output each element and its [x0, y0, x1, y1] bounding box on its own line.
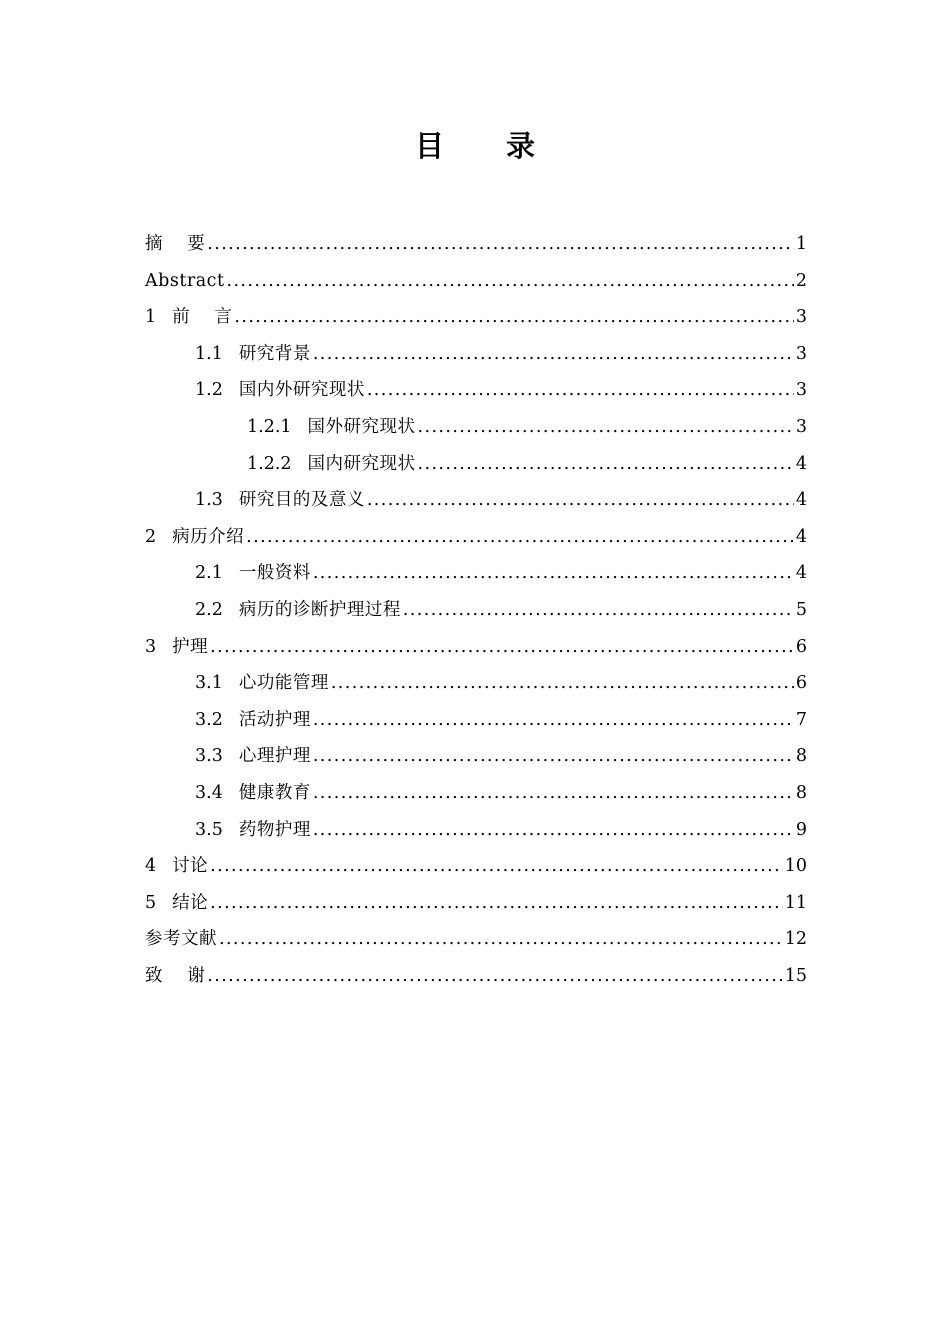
- toc-entry-title: 健康教育: [238, 782, 311, 803]
- dot-leader: [246, 519, 794, 556]
- toc-entry-page-number: 12: [784, 929, 807, 950]
- toc-entry-number: 2.2: [195, 599, 223, 620]
- dot-leader: [313, 555, 794, 592]
- toc-entry-page-number: 3: [795, 307, 807, 328]
- toc-entry-title: 致 谢: [145, 965, 206, 986]
- toc-entry-number: 1.2.1: [247, 416, 292, 437]
- toc-entry-page-number: 6: [795, 673, 807, 694]
- toc-entry-page-number: 8: [795, 746, 807, 767]
- toc-entry-page-number: 7: [795, 709, 807, 730]
- toc-entry-title: 国内研究现状: [307, 453, 416, 474]
- dot-leader: [418, 446, 794, 483]
- dot-leader: [403, 592, 794, 629]
- dot-leader: [367, 482, 794, 519]
- toc-entry-page-number: 4: [795, 453, 807, 474]
- toc-list: [145, 226, 807, 994]
- toc-entry-page-number: 8: [795, 782, 807, 803]
- toc-entry-title: 药物护理: [238, 819, 311, 840]
- toc-title: 目 录: [414, 129, 562, 163]
- toc-entry-page-number: 3: [795, 343, 807, 364]
- toc-entry[interactable]: [145, 738, 807, 775]
- dot-leader: [207, 226, 794, 263]
- toc-entry-title: 参考文献: [145, 929, 217, 950]
- dot-leader: [367, 372, 794, 409]
- toc-entry-title: 病历的诊断护理过程: [238, 599, 401, 620]
- toc-entry-number: 5: [145, 892, 157, 913]
- toc-entry-title: 结论: [172, 892, 209, 913]
- toc-entry[interactable]: [145, 482, 807, 519]
- toc-entry[interactable]: [145, 446, 807, 483]
- toc-entry-title: 国外研究现状: [307, 416, 416, 437]
- toc-entry[interactable]: [145, 848, 807, 885]
- toc-entry-number: 1.2.2: [247, 453, 292, 474]
- dot-leader: [210, 848, 783, 885]
- toc-entry-title: Abstract: [145, 270, 225, 291]
- toc-entry-number: 3.1: [195, 673, 223, 694]
- toc-entry-number: 1: [145, 307, 157, 328]
- dot-leader: [313, 702, 794, 739]
- toc-entry-title: 国内外研究现状: [238, 380, 365, 401]
- toc-entry-title: 一般资料: [238, 563, 311, 584]
- dot-leader: [210, 885, 783, 922]
- toc-entry-page-number: 3: [795, 416, 807, 437]
- toc-entry-page-number: 11: [784, 892, 807, 913]
- toc-entry-number: 3.5: [195, 819, 223, 840]
- toc-entry[interactable]: [145, 885, 807, 922]
- toc-entry-title: 讨论: [172, 856, 209, 877]
- toc-entry[interactable]: [145, 958, 807, 995]
- toc-entry-page-number: 10: [784, 856, 807, 877]
- toc-entry[interactable]: [145, 921, 807, 958]
- toc-entry[interactable]: [145, 299, 807, 336]
- toc-entry-title: 病历介绍: [172, 526, 245, 547]
- toc-entry-page-number: 4: [795, 490, 807, 511]
- toc-entry-title: 活动护理: [238, 709, 311, 730]
- dot-leader: [313, 336, 794, 373]
- dot-leader: [210, 629, 794, 666]
- toc-entry-number: 2: [145, 526, 157, 547]
- toc-entry-number: 1.2: [195, 380, 223, 401]
- toc-entry[interactable]: [145, 519, 807, 556]
- toc-entry-page-number: 6: [795, 636, 807, 657]
- toc-entry[interactable]: [145, 226, 807, 263]
- toc-entry-title: 摘 要: [145, 234, 206, 254]
- toc-entry-page-number: 4: [795, 563, 807, 584]
- toc-entry-page-number: 1: [795, 234, 807, 254]
- toc-entry-title: 心功能管理: [238, 673, 329, 694]
- toc-entry[interactable]: [145, 629, 807, 666]
- dot-leader: [207, 958, 782, 995]
- toc-entry-page-number: 2: [795, 270, 807, 291]
- toc-entry-page-number: 4: [795, 526, 807, 547]
- toc-entry-title: 研究背景: [238, 343, 311, 364]
- toc-entry[interactable]: [145, 263, 807, 300]
- toc-entry-number: 3.2: [195, 709, 223, 730]
- toc-entry-number: 4: [145, 856, 157, 877]
- toc-entry[interactable]: [145, 665, 807, 702]
- dot-leader: [219, 921, 783, 958]
- toc-entry-number: 2.1: [195, 563, 223, 584]
- toc-entry-page-number: 15: [784, 965, 807, 986]
- toc-entry-title: 研究目的及意义: [238, 490, 365, 511]
- toc-entry[interactable]: [145, 409, 807, 446]
- dot-leader: [331, 665, 794, 702]
- toc-entry-page-number: 3: [795, 380, 807, 401]
- dot-leader: [313, 812, 794, 849]
- dot-leader: [418, 409, 794, 446]
- toc-entry[interactable]: [145, 336, 807, 373]
- toc-entry-title: 护理: [172, 636, 209, 657]
- toc-entry[interactable]: [145, 372, 807, 409]
- toc-entry-title: 前 言: [172, 307, 233, 328]
- dot-leader: [227, 263, 794, 300]
- toc-entry-title: 心理护理: [238, 746, 311, 767]
- toc-entry-number: 1.3: [195, 490, 223, 511]
- dot-leader: [313, 738, 794, 775]
- toc-entry-number: 3: [145, 636, 157, 657]
- toc-entry-number: 3.3: [195, 746, 223, 767]
- toc-entry-page-number: 9: [795, 819, 807, 840]
- toc-entry[interactable]: [145, 555, 807, 592]
- toc-entry[interactable]: [145, 702, 807, 739]
- toc-entry-number: 3.4: [195, 782, 223, 803]
- toc-entry[interactable]: [145, 592, 807, 629]
- toc-entry-number: 1.1: [195, 343, 223, 364]
- toc-entry[interactable]: [145, 775, 807, 812]
- dot-leader: [234, 299, 793, 336]
- toc-entry[interactable]: [145, 812, 807, 849]
- dot-leader: [313, 775, 794, 812]
- toc-entry-page-number: 5: [795, 599, 807, 620]
